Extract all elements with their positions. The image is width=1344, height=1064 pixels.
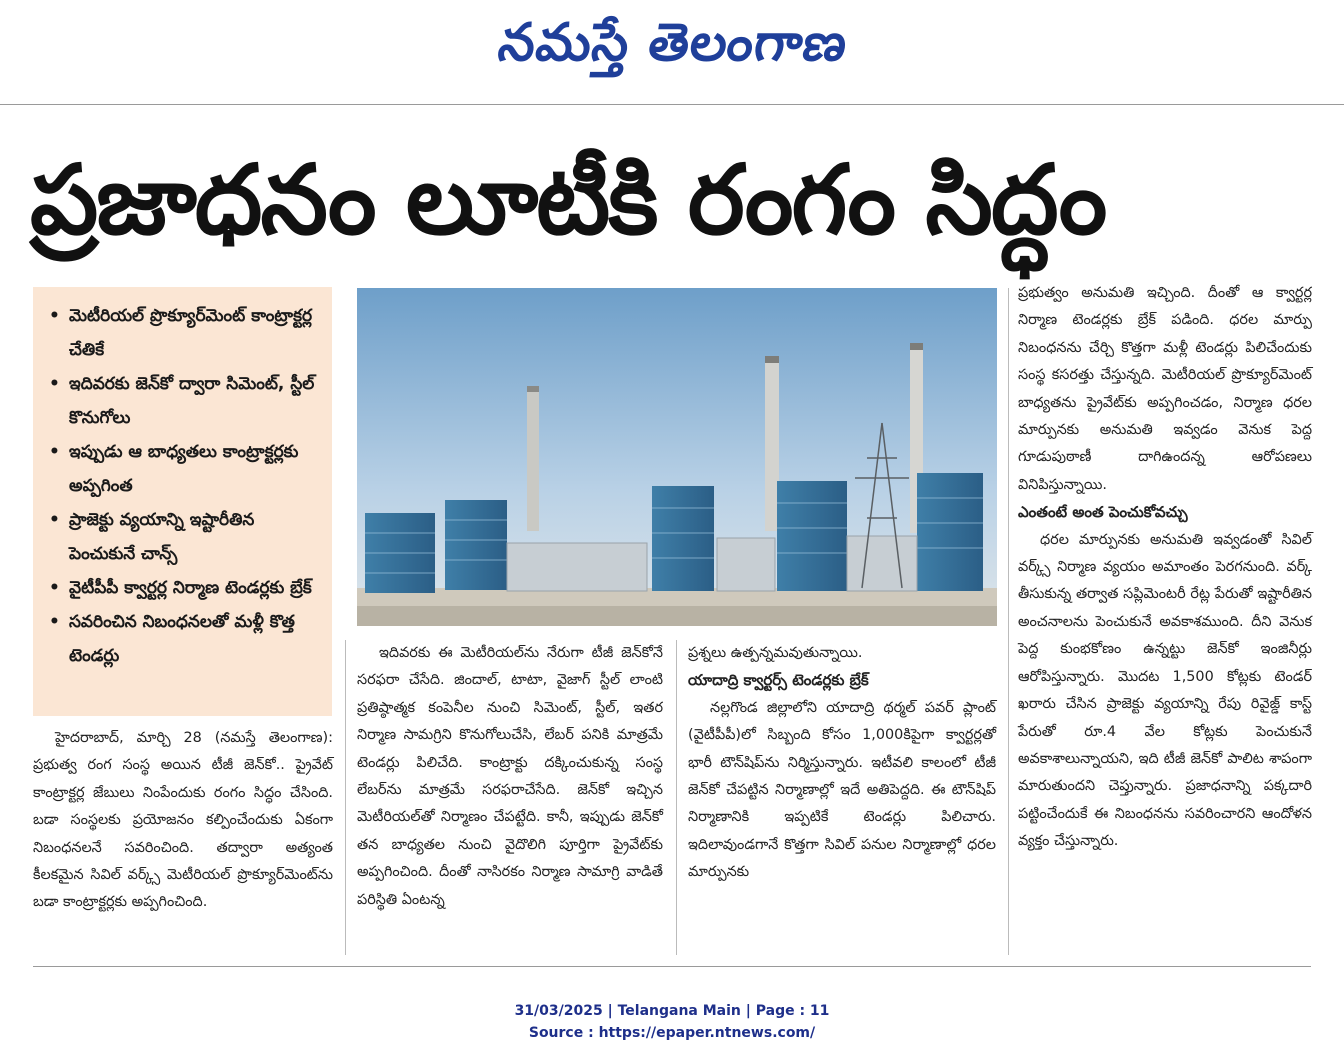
column-divider bbox=[345, 640, 346, 955]
masthead bbox=[0, 0, 1344, 104]
bullet-icon: • bbox=[49, 306, 60, 326]
bullet-icon: • bbox=[49, 510, 60, 530]
article-column-3 bbox=[688, 640, 996, 887]
column-text: ప్రశ్నలు ఉత్పన్నమవుతున్నాయి. bbox=[688, 645, 863, 661]
highlight-item: • వైటీపీపీ క్వార్టర్ల నిర్మాణ టెండర్లకు బ్రేక్ bbox=[47, 571, 324, 605]
highlight-item: • మెటీరియల్ ప్రొక్యూర్‌మెంట్ కాంట్రాక్టర్ల చేతికే bbox=[47, 299, 324, 367]
footer-date-page: 31/03/2025 | Telangana Main | Page : 11 bbox=[514, 1003, 830, 1019]
column-divider bbox=[1008, 288, 1009, 955]
headline: ప్రజాధనం లూటీకి రంగం సిద్ధం bbox=[30, 144, 1106, 256]
bullet-icon: • bbox=[49, 442, 60, 462]
column-text: ఇదివరకు ఈ మెటీరియల్‌ను నేరుగా టీజీ జెన్‌కోనే సరఫరా చేసేది. జిందాల్, టాటా, వైజాగ్ స్టీల్ లాంటి ప్రతిష్ఠాత్మక కంపెనీల నుంచి సిమెంట్, స్టీల్, ఇతర నిర్మాణ సామగ్రిని కొనుగోలుచేసి, లేబర్ పనికి మాత్రమే టెండర్లు పిలిచేది. కాంట్రాక్టు దక్కించుకున్న సంస్థ లేబర్‌ను మాత్రమే సరఫరాచేసేది. జెన్‌కో ఇచ్చిన మెటీరియల్‌తో నిర్మాణం చేపట్టేది. కానీ, ఇప్పుడు జెన్‌కో తన బాధ్యతల నుంచి వైదొలిగి పూర్తిగా ప్రైవేట్‌కు అప్పగించింది. దీంతో నాసిరకం నిర్మాణ సామాగ్రి వాడితే పరిస్థితి ఏంటన్న bbox=[357, 645, 663, 908]
bullet-icon: • bbox=[49, 374, 60, 394]
column-text: నల్లగొండ జిల్లాలోని యాదాద్రి థర్మల్ పవర్ ప్లాంట్ (వైటీపీపీ)లో సిబ్బంది కోసం 1,000కిపైగా క్వార్టర్లతో భారీ టౌన్‌షిప్‌ను నిర్మిస్తున్నారు. ఇటీవలి కాలంలో టీజీ జెన్‌కో చేపట్టిన నిర్మాణాల్లో ఇదే అతిపెద్దది. ఈ టౌన్‌షిప్ నిర్మాణానికి ఇప్పటికే టెండర్లు పిలిచారు. ఇదిలావుండగానే కొత్తగా సివిల్ పనుల నిర్మాణాల్లో ధరల మార్పునకు bbox=[688, 699, 996, 881]
column-text: ప్రభుత్వం అనుమతి ఇచ్చింది. దీంతో ఆ క్వార్టర్ల నిర్మాణ టెండర్లకు బ్రేక్ పడింది. ధరల మార్పు నిబంధనను చేర్చి కొత్తగా మళ్లీ టెండర్లు పిలిచేందుకు సంస్థ కసరత్తు చేస్తున్నది. మెటీరియల్ ప్రొక్యూర్‌మెంట్ బాధ్యతను ప్రైవేట్‌కు అప్పగించడం, నిర్మాణ ధరల మార్పునకు అనుమతి ఇవ్వడం వెనుక పెద్ద గూడుపుఠాణీ దాగిఉందన్న ఆరోపణలు వినిపిస్తున్నాయి. bbox=[1018, 285, 1312, 493]
highlight-item: • ఇప్పుడు ఆ బాధ్యతలు కాంట్రాక్టర్లకు అప్పగింత bbox=[47, 435, 324, 503]
highlight-item: • ప్రాజెక్టు వ్యయాన్ని ఇష్టారీతిన పెంచుకునే చాన్స్ bbox=[47, 503, 324, 571]
highlights-box bbox=[33, 287, 332, 716]
article-column-2 bbox=[357, 640, 663, 914]
highlight-item: • ఇదివరకు జెన్‌కో ద్వారా సిమెంట్, స్టీల్ కొనుగోలు bbox=[47, 367, 324, 435]
power-plant-photo bbox=[357, 288, 997, 626]
bullet-icon: • bbox=[49, 578, 60, 598]
masthead-divider bbox=[0, 104, 1344, 105]
bullet-icon: • bbox=[49, 612, 60, 632]
footer bbox=[0, 1000, 1344, 1044]
footer-source: Source : https://epaper.ntnews.com/ bbox=[528, 1025, 816, 1041]
highlight-item: • సవరించిన నిబంధనలతో మళ్లీ కొత్త టెండర్లు bbox=[47, 605, 324, 673]
newspaper-logo: నమస్తే తెలంగాణ bbox=[494, 12, 852, 73]
article-column-1 bbox=[33, 725, 333, 917]
column-divider bbox=[676, 640, 677, 955]
article-column-4 bbox=[1018, 280, 1312, 856]
column-text: హైదరాబాద్, మార్చి 28 (నమస్తే తెలంగాణ): ప్రభుత్వ రంగ సంస్థ అయిన టీజీ జెన్‌కో.. ప్రైవేట్ కాంట్రాక్టర్ల జేబులు నింపేందుకు రంగం సిద్ధం చేసింది. బడా సంస్థలకు ప్రయోజనం కల్పించేందుకు ఏకంగా నిబంధనలనే సవరించింది. తద్వారా అత్యంత కీలకమైన సివిల్ వర్క్స్ మెటీరియల్ ప్రొక్యూర్‌మెంట్‌ను బడా కాంట్రాక్టర్లకు అప్పగించింది. bbox=[33, 730, 333, 911]
subheading: ఎంతంటే అంత పెంచుకోవచ్చు bbox=[1018, 503, 1188, 522]
column-text: ధరల మార్పునకు అనుమతి ఇవ్వడంతో సివిల్ వర్క్స్ నిర్మాణ వ్యయం అమాంతం పెరగనుంది. వర్క్ తీసుకున్న తర్వాత సప్లిమెంటరీ రేట్ల పేరుతో ఇష్టారీతిన అంచనాలను పెంచుకునే అవకాశముంది. దీని వెనుక పెద్ద కుంభకోణం ఉన్నట్టు జెన్‌కో ఇంజినీర్లు ఆరోపిస్తున్నారు. మొదట 1,500 కోట్లకు టెండర్ ఖరారు చేసిన ప్రాజెక్టు వ్యయాన్ని రేపు రివైజ్డ్ కాస్ట్ పేరుతో రూ.4 వేల కోట్లకు పెంచుకునే అవకాశాలున్నాయని, ఇది టీజీ జెన్‌కో పాలిట శాపంగా మారుతుందని చెప్తున్నారు. ప్రజాధనాన్ని పక్కదారి పట్టించేందుకే ఈ నిబంధనను సవరించారని ఆందోళన వ్యక్తం చేస్తున్నారు. bbox=[1018, 531, 1312, 850]
page-bottom-divider bbox=[33, 966, 1311, 967]
subheading: యాదాద్రి క్వార్టర్స్ టెండర్లకు బ్రేక్ bbox=[688, 671, 869, 690]
